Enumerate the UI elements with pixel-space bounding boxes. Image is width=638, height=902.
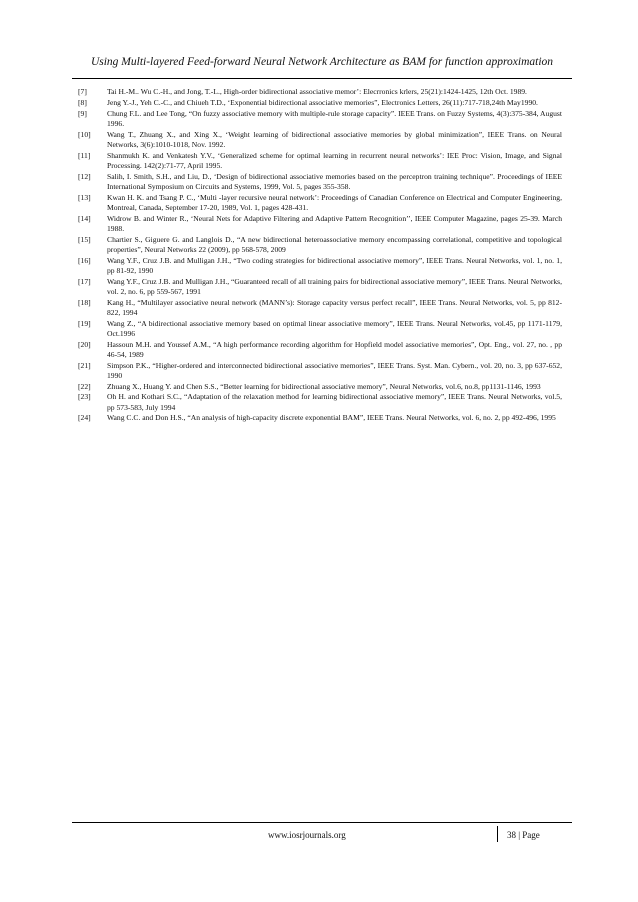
reference-number: [9] xyxy=(78,108,87,118)
reference-item xyxy=(78,361,562,381)
reference-number: [20] xyxy=(78,339,91,349)
reference-number: [19] xyxy=(78,318,91,328)
reference-text: Shanmukh K. and Venkatesh Y.V., ‘Generalized scheme for optimal learning in recurrent neural networks’: IEE Proc: Vision, Image, and Signal Processing. 142(2):71-77, April 1995. xyxy=(107,150,562,170)
reference-item xyxy=(78,298,562,318)
reference-text: Salih, I. Smith, S.H., and Liu, D., ‘Design of bidirectional associative memories based on the perceptron training technique”. Proceedings of IEEE International Symposium on Circuits and Systems, 1999, Vol. 5, pages 355-358. xyxy=(107,171,562,191)
reference-text: Widrow B. and Winter R., ‘Neural Nets for Adaptive Filtering and Adaptive Pattern Recognition’’, IEEE Computer Magazine, pages 25-39. March 1988. xyxy=(107,213,562,233)
footer-rule xyxy=(72,822,572,823)
footer-website: www.iosrjournals.org xyxy=(268,830,346,840)
reference-text: Chung F.L. and Lee Tong, “On fuzzy associative memory with multiple-rule storage capacity”. IEEE Trans. on Fuzzy Systems, 4(3):375-384, August 1996. xyxy=(107,108,562,128)
reference-item xyxy=(78,130,562,150)
reference-number: [22] xyxy=(78,381,91,391)
reference-text: Hassoun M.H. and Youssef A.M., “A high performance recording algorithm for Hopfield model associative memories”, Opt. Eng., vol. 27, no. , pp 46-54, 1989 xyxy=(107,339,562,359)
reference-number: [21] xyxy=(78,360,91,370)
reference-number: [23] xyxy=(78,392,91,402)
reference-item xyxy=(78,319,562,339)
reference-text: Kwan H. K. and Tsang P. C., ‘Multi -layer recursive neural network’: Proceedings of Canadian Conference on Electrical and Computer Engineering, Montreal, Canada, September 17-20, 1989, Vol. 1, pages 428-431. xyxy=(107,192,562,212)
reference-number: [7] xyxy=(78,87,87,96)
reference-number: [14] xyxy=(78,213,91,223)
reference-text: Wang C.C. and Don H.S., “An analysis of high-capacity discrete exponential BAM”, IEEE Trans. Neural Networks, vol. 6, no. 2, pp 492-496, 1995 xyxy=(107,413,556,423)
reference-item xyxy=(78,392,562,412)
page-number: 38 | Page xyxy=(507,830,540,840)
reference-item xyxy=(78,235,562,255)
reference-item xyxy=(78,277,562,297)
reference-text: Wang Y.F., Cruz J.B. and Mulligan J.H., “Guaranteed recall of all training pairs for bidirectional associative memory”, IEEE Trans. Neural Networks, vol. 2, no. 6, pp 559-567, 1991 xyxy=(107,276,562,296)
reference-item xyxy=(78,151,562,171)
reference-item xyxy=(78,87,562,97)
reference-number: [10] xyxy=(78,129,91,139)
reference-number: [18] xyxy=(78,297,91,307)
reference-item xyxy=(78,98,562,108)
reference-number: [12] xyxy=(78,171,91,181)
reference-item xyxy=(78,193,562,213)
reference-text: Wang Y.F., Cruz J.B. and Mulligan J.H., “Two coding strategies for bidirectional associative memory”, IEEE Trans. Neural Networks, vol. 1, no. 1, pp 81-92, 1990 xyxy=(107,255,562,275)
reference-number: [8] xyxy=(78,97,87,107)
reference-number: [11] xyxy=(78,150,91,160)
reference-text: Simpson P.K., “Higher-ordered and interconnected bidirectional associative memories”, IEEE Trans. Syst. Man. Cybern., vol. 20, no. 3, pp 637-652, 1990 xyxy=(107,360,562,380)
reference-number: [17] xyxy=(78,276,91,286)
reference-text: Chartier S., Giguere G. and Langlois D., “A new bidirectional heteroassociative memory encompassing correlational, competitive and topological properties”, Neural Networks 22 (2009), pp 568-578, 2009 xyxy=(107,234,562,254)
reference-text: Jeng Y.-J., Yeh C.-C., and Chiueh T.D., ‘Exponential bidirectional associative memories”, Electronics Letters, 26(11):717-718,24th May1990. xyxy=(107,97,538,107)
reference-text: Zhuang X., Huang Y. and Chen S.S., “Better learning for bidirectional associative memory”, Neural Networks, vol.6, no.8, pp1131-1146, 1993 xyxy=(107,381,541,391)
reference-item xyxy=(78,382,562,392)
reference-number: [24] xyxy=(78,413,91,423)
reference-number: [15] xyxy=(78,234,91,244)
reference-item xyxy=(78,109,562,129)
reference-list xyxy=(78,87,562,424)
reference-item xyxy=(78,172,562,192)
reference-text: Kang H., “Multilayer associative neural network (MANN’s): Storage capacity versus perfect recall”, IEEE Trans. Neural Networks, vol. 5, pp 812-822, 1994 xyxy=(107,297,562,317)
reference-number: [16] xyxy=(78,255,91,265)
reference-item xyxy=(78,413,562,423)
reference-text: Wang Z., “A bidirectional associative memory based on optimal linear associative memory”, IEEE Trans. Neural Networks, vol.45, pp 1171-1179, Oct.1996 xyxy=(107,318,562,338)
reference-text: Wang T., Zhuang X., and Xing X., ‘Weight learning of bidirectional associative memories by global minimization”, IEEE Trans. on Neural Networks, 3(6):1010-1018, Nov. 1992. xyxy=(107,129,562,149)
reference-item xyxy=(78,340,562,360)
running-header-title: Using Multi-layered Feed-forward Neural Network Architecture as BAM for function approximation xyxy=(90,56,554,68)
reference-item xyxy=(78,256,562,276)
header-rule xyxy=(72,78,572,79)
footer-separator xyxy=(497,826,498,842)
reference-number: [13] xyxy=(78,192,91,202)
reference-item xyxy=(78,214,562,234)
reference-text: Oh H. and Kothari S.C., “Adaptation of the relaxation method for learning bidirectional associative memory”, IEEE Trans. Neural Networks, vol.5, pp 573-583, July 1994 xyxy=(107,392,562,412)
reference-text: Tai H.-M.. Wu C.-H., and Jong, T.-L., High-order bidirectional associative memor’: Elecrronics krlers, 25(21):1424-1425, 12th Oct. 1989. xyxy=(107,87,527,96)
